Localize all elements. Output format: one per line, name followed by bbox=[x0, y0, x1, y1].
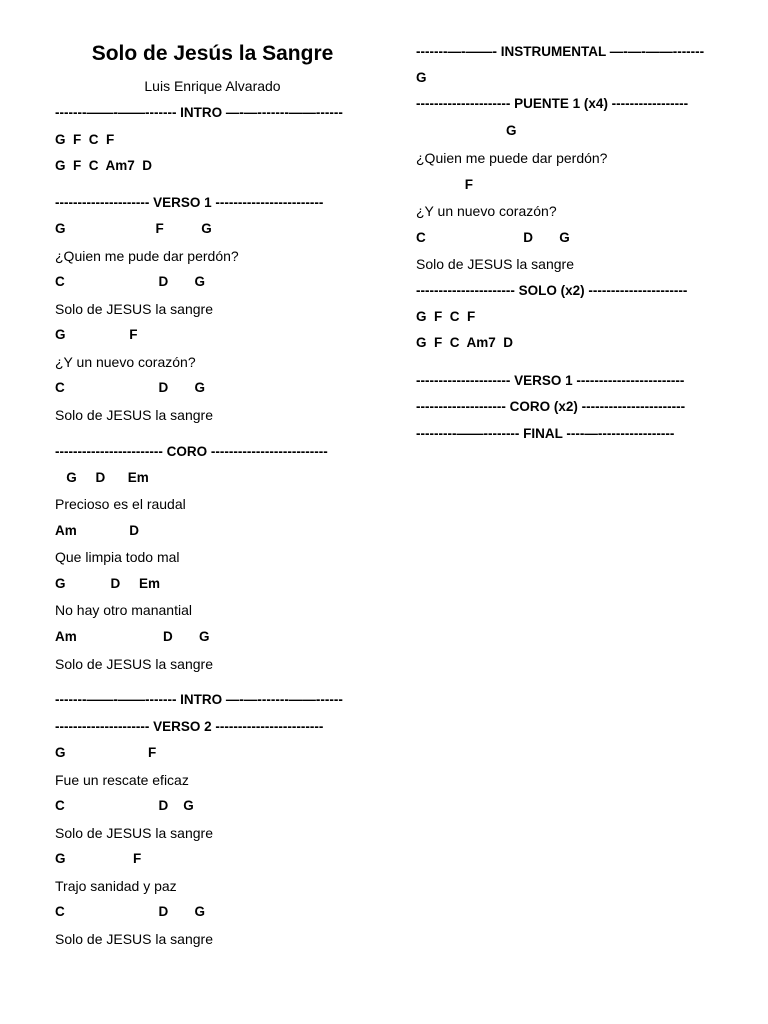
song-author: Luis Enrique Alvarado bbox=[144, 78, 281, 94]
chord-line: G F bbox=[55, 851, 142, 866]
lyric-line: Trajo sanidad y paz bbox=[55, 878, 177, 894]
chord-line: C D G bbox=[55, 798, 194, 813]
lyric-line: Solo de JESUS la sangre bbox=[55, 407, 213, 423]
song-title: Solo de Jesús la Sangre bbox=[91, 42, 334, 65]
lyric-line: ¿Quien me puede dar perdón? bbox=[416, 150, 608, 166]
lyric-line: ¿Quien me pude dar perdón? bbox=[55, 248, 239, 264]
lyric-line: No hay otro manantial bbox=[55, 602, 192, 618]
lyric-line: Solo de JESUS la sangre bbox=[416, 256, 574, 272]
lyric-line: ¿Y un nuevo corazón? bbox=[55, 354, 196, 370]
lyric-line: Precioso es el raudal bbox=[55, 496, 186, 512]
chord-line: F bbox=[416, 177, 474, 192]
section-header: -------——-——------- INTRO —-—-------——------ bbox=[55, 692, 343, 707]
section-header: ---------——-------- FINAL ----—----------------- bbox=[416, 426, 675, 441]
section-header: -------—-——- INSTRUMENTAL —-—-——------- bbox=[416, 44, 705, 59]
section-header: -------——-——------- INTRO —-—-------——------ bbox=[55, 105, 343, 120]
lyric-line: Que limpia todo mal bbox=[55, 549, 180, 565]
chord-line: G D Em bbox=[55, 470, 149, 485]
lyric-line: Solo de JESUS la sangre bbox=[55, 656, 213, 672]
chord-line: C D G bbox=[416, 230, 570, 245]
section-header: ---------------------- SOLO (x2) ---------------------- bbox=[416, 283, 688, 298]
lyric-line: Solo de JESUS la sangre bbox=[55, 301, 213, 317]
chord-line: Am D G bbox=[55, 629, 210, 644]
chord-line: C D G bbox=[55, 274, 206, 289]
chord-line: G F C F bbox=[416, 309, 476, 324]
chord-line: C D G bbox=[55, 380, 206, 395]
chord-line: G bbox=[416, 70, 427, 85]
chord-line: C D G bbox=[55, 904, 206, 919]
chord-line: G F bbox=[55, 745, 157, 760]
section-header: --------------------- VERSO 1 ------------------------ bbox=[55, 195, 324, 210]
chord-line: G D Em bbox=[55, 576, 161, 591]
section-header: --------------------- VERSO 1 ------------------------ bbox=[416, 373, 685, 388]
section-header: --------------------- PUENTE 1 (x4) ----------------- bbox=[416, 96, 689, 111]
lyric-line: Solo de JESUS la sangre bbox=[55, 825, 213, 841]
lyric-line: Fue un rescate eficaz bbox=[55, 772, 189, 788]
chord-line: G F bbox=[55, 327, 138, 342]
chord-line: G F C Am7 D bbox=[416, 335, 514, 350]
chord-line: G F C F bbox=[55, 132, 115, 147]
chord-line: G F C Am7 D bbox=[55, 158, 153, 173]
chord-line: G F G bbox=[55, 221, 212, 236]
section-header: -------------------- CORO (x2) ----------------------- bbox=[416, 399, 686, 414]
chord-line: Am D bbox=[55, 523, 140, 538]
lyric-line: Solo de JESUS la sangre bbox=[55, 931, 213, 947]
chord-line: G bbox=[416, 123, 517, 138]
section-header: ------------------------ CORO -------------------------- bbox=[55, 444, 328, 459]
lyric-line: ¿Y un nuevo corazón? bbox=[416, 203, 557, 219]
section-header: --------------------- VERSO 2 ------------------------ bbox=[55, 719, 324, 734]
